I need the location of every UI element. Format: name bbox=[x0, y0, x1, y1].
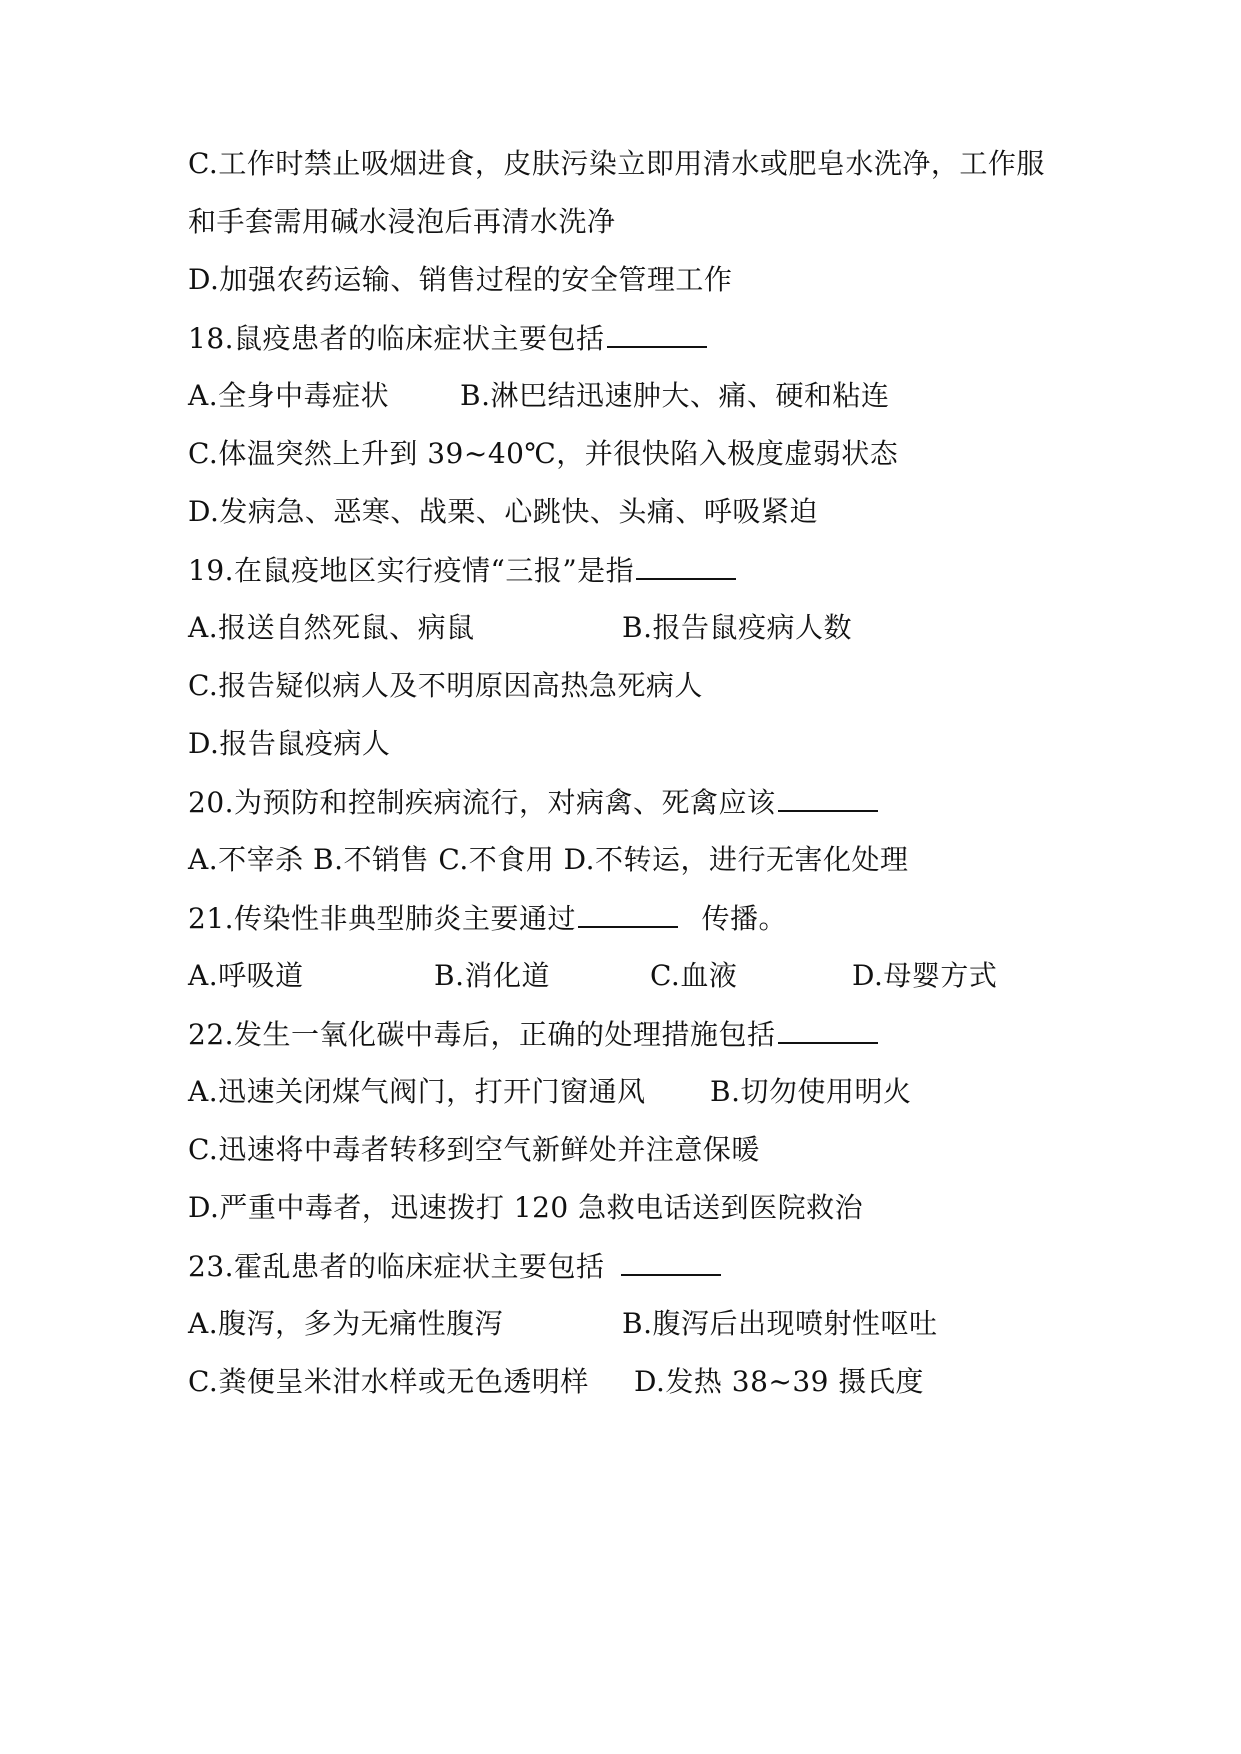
q23-option-c: C.粪便呈米泔水样或无色透明样 bbox=[188, 1365, 589, 1398]
q21-stem-after: 传播。 bbox=[701, 902, 787, 935]
q22-answer-blank bbox=[778, 1016, 878, 1044]
q18-stem: 18.鼠疫患者的临床症状主要包括 bbox=[188, 322, 605, 355]
q21-answer-blank bbox=[578, 900, 678, 928]
q22-stem: 22.发生一氧化碳中毒后，正确的处理措施包括 bbox=[188, 1018, 776, 1051]
q21-option-d: D.母婴方式 bbox=[852, 959, 998, 992]
q17-option-c-line1: C.工作时禁止吸烟进食，皮肤污染立即用清水或肥皂水洗净，工作服 bbox=[188, 147, 1045, 180]
q19-answer-blank bbox=[636, 552, 736, 580]
q18-answer-blank bbox=[607, 320, 707, 348]
q20-stem-line bbox=[188, 784, 878, 821]
q17-option-c-line2: 和手套需用碱水浸泡后再清水洗净 bbox=[188, 205, 616, 238]
q18-option-b: B.淋巴结迅速肿大、痛、硬和粘连 bbox=[460, 379, 890, 412]
q21-option-c: C.血液 bbox=[650, 959, 738, 992]
q20-stem: 20.为预防和控制疾病流行，对病禽、死禽应该 bbox=[188, 786, 776, 819]
q22-option-b: B.切勿使用明火 bbox=[710, 1075, 912, 1108]
q19-stem: 19.在鼠疫地区实行疫情“三报”是指 bbox=[188, 554, 635, 587]
q18-stem-line bbox=[188, 320, 707, 357]
q19-option-b: B.报告鼠疫病人数 bbox=[622, 611, 852, 644]
q23-option-b: B.腹泻后出现喷射性呕吐 bbox=[622, 1307, 938, 1340]
q19-option-c: C.报告疑似病人及不明原因高热急死病人 bbox=[188, 669, 703, 702]
q22-option-d: D.严重中毒者，迅速拨打 120 急救电话送到医院救治 bbox=[188, 1191, 864, 1224]
q20-options: A.不宰杀 B.不销售 C.不食用 D.不转运，进行无害化处理 bbox=[188, 843, 909, 876]
q21-stem-before: 21.传染性非典型肺炎主要通过 bbox=[188, 902, 577, 935]
q22-option-c: C.迅速将中毒者转移到空气新鲜处并注意保暖 bbox=[188, 1133, 760, 1166]
q19-option-d: D.报告鼠疫病人 bbox=[188, 727, 391, 760]
q21-option-a: A.呼吸道 bbox=[188, 959, 304, 992]
q18-option-c: C.体温突然上升到 39~40℃，并很快陷入极度虚弱状态 bbox=[188, 437, 899, 470]
q19-stem-line bbox=[188, 552, 736, 589]
q23-stem-line bbox=[188, 1248, 721, 1285]
q23-answer-blank bbox=[621, 1248, 721, 1276]
q17-option-d: D.加强农药运输、销售过程的安全管理工作 bbox=[188, 263, 733, 296]
q23-option-d: D.发热 38~39 摄氏度 bbox=[634, 1365, 924, 1398]
q20-answer-blank bbox=[778, 784, 878, 812]
q21-stem-line bbox=[188, 900, 787, 937]
q22-stem-line bbox=[188, 1016, 878, 1053]
q21-option-b: B.消化道 bbox=[434, 959, 550, 992]
q18-option-d: D.发病急、恶寒、战栗、心跳快、头痛、呼吸紧迫 bbox=[188, 495, 818, 528]
q23-option-a: A.腹泻，多为无痛性腹泻 bbox=[188, 1307, 504, 1340]
q19-option-a: A.报送自然死鼠、病鼠 bbox=[188, 611, 475, 644]
q23-stem: 23.霍乱患者的临床症状主要包括 bbox=[188, 1250, 605, 1283]
q18-option-a: A.全身中毒症状 bbox=[188, 379, 390, 412]
q22-option-a: A.迅速关闭煤气阀门，打开门窗通风 bbox=[188, 1075, 646, 1108]
